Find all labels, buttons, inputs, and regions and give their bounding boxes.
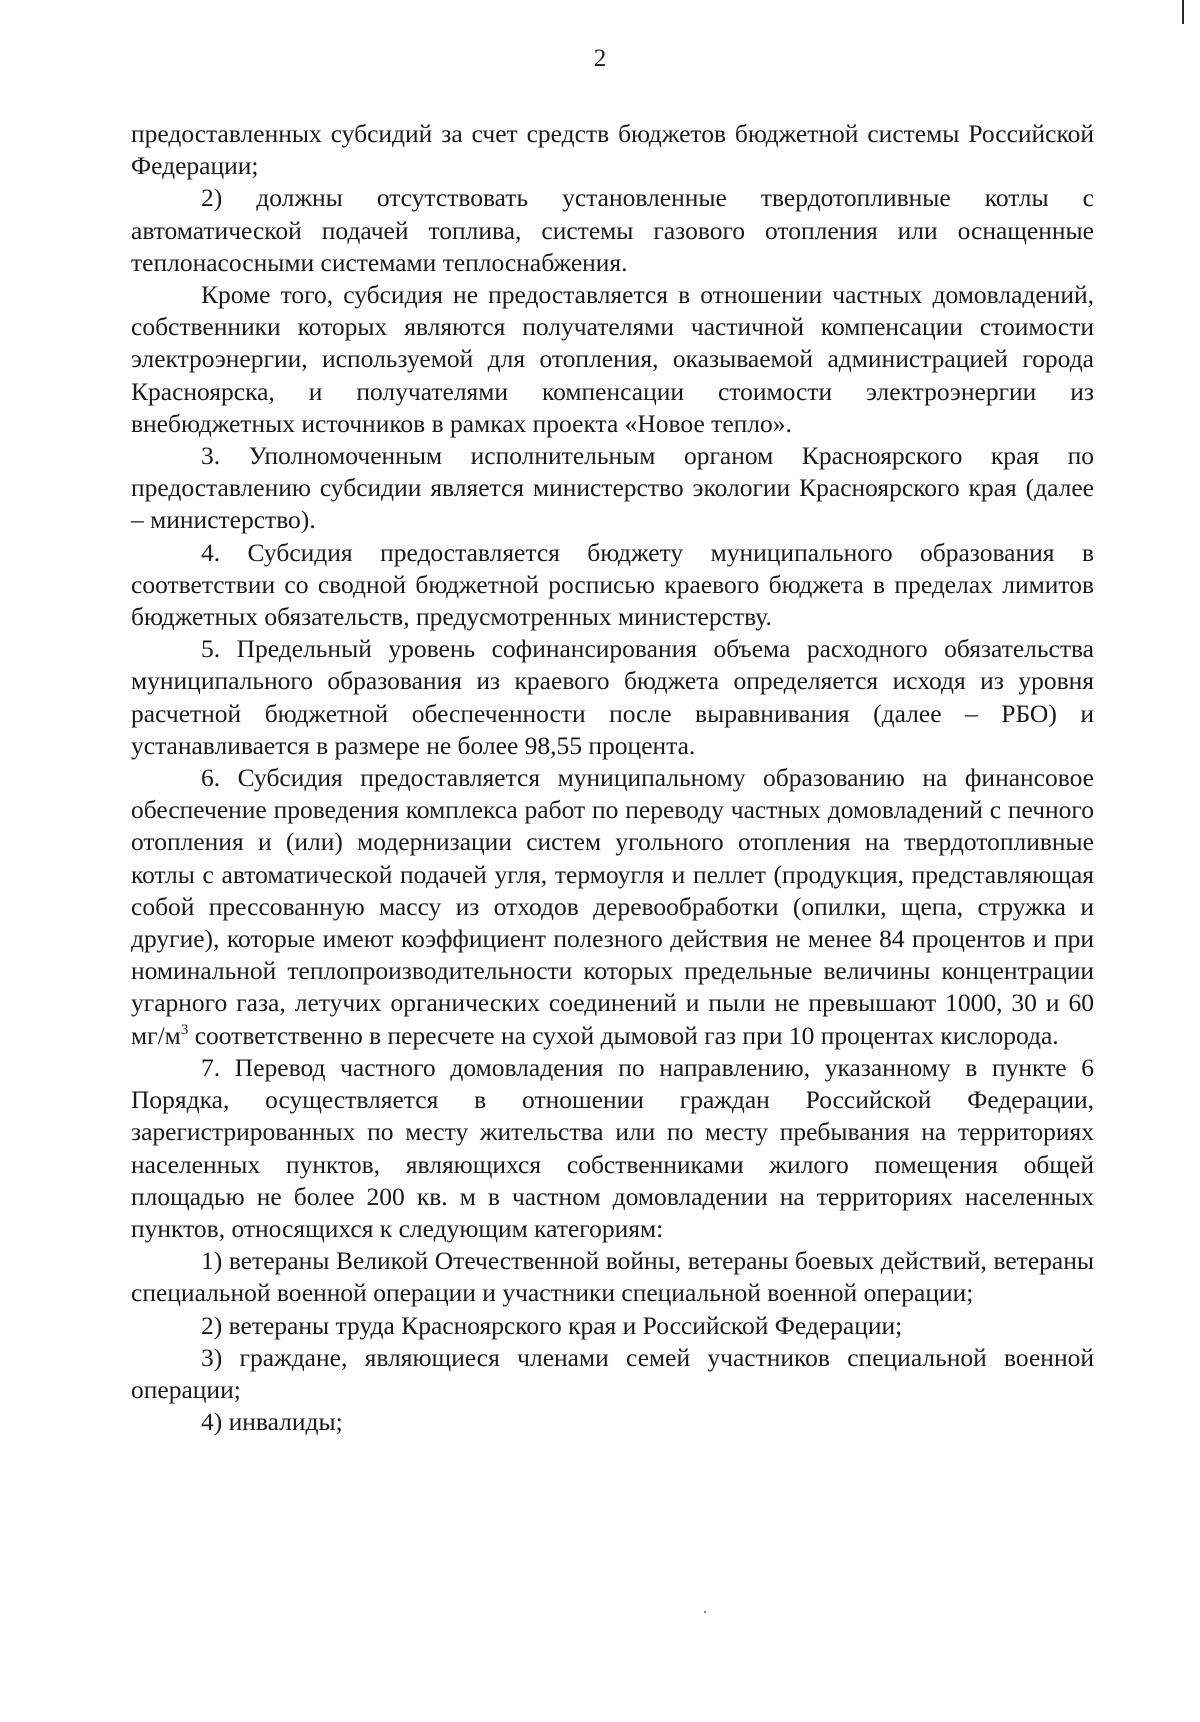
paragraph-2: 2) должны отсутствовать установленные твердотопливные котлы с автоматической подачей топлива, системы газового отопления или оснащенные теплонасосными системами теплоснабжения.	[131, 183, 1094, 277]
list-item-4: 4) инвалиды;	[201, 1407, 343, 1437]
list-item-1: 1) ветераны Великой Отечественной войны, ветераны боевых действий, ветераны специальной военной операции и участники специальной военной операции;	[131, 1246, 1094, 1308]
cubic-superscript: 3	[180, 1021, 189, 1038]
page-number: 2	[593, 45, 607, 72]
paragraph-8: 7. Перевод частного домовладения по направлению, указанному в пункте 6 Порядка, осуществляется в отношении граждан Российской Федерации, зарегистрированных по месту жительства или по месту пребывания на территориях населенных пунктов, являющихся собственниками жилого помещения общей площадью не более 200 кв. м в частном домовладении на территориях населенных пунктов, относящихся к следующим категориям:	[131, 1052, 1094, 1243]
paragraph-4: 3. Уполномоченным исполнительным органом Красноярского края по предоставлению субсидии является министерство экологии Красноярского края (далее – министерство).	[131, 441, 1094, 535]
scan-speck	[704, 1611, 706, 1613]
scan-edge-mark	[1182, 0, 1184, 24]
document-body	[131, 118, 1094, 1438]
paragraph-7-text: 6. Субсидия предоставляется муниципальному образованию на финансовое обеспечение проведения комплекса работ по переводу частных домовладений с печного отопления и (или) модернизации систем угольного отопления на твердотопливные котлы с автоматической подачей угля, термоугля и пеллет (продукция, представляющая собой прессованную массу из отходов деревообработки (опилки, щепа, стружка и другие), которые имеют коэффициент полезного действия не менее 84 процентов и при номинальной теплопроизводительности которых предельные величины концентрации угарного газа, летучих органических соединений и пыли не превышают 1000, 30 и 60 мг/м	[131, 763, 1094, 1050]
paragraph-7-text-after: соответственно в пересчете на сухой дымовой газ при 10 процентах кислорода.	[188, 1020, 1059, 1050]
paragraph-6: 5. Предельный уровень софинансирования объема расходного обязательства муниципального образования из краевого бюджета определяется исходя из уровня расчетной бюджетной обеспеченности после выравнивания (далее – РБО) и устанавливается в размере не более 98,55 процента.	[131, 634, 1094, 760]
list-item-3: 3) граждане, являющиеся членами семей участников специальной военной операции;	[131, 1342, 1094, 1404]
paragraph-7	[131, 762, 1094, 1052]
paragraph-3: Кроме того, субсидия не предоставляется в отношении частных домовладений, собственники которых являются получателями частичной компенсации стоимости электроэнергии, используемой для отопления, оказываемой администрацией города Красноярска, и получателями компенсации стоимости электроэнергии из внебюджетных источников в рамках проекта «Новое тепло».	[131, 280, 1094, 438]
paragraph-1: предоставленных субсидий за счет средств бюджетов бюджетной системы Российской Федерации;	[131, 119, 1094, 181]
paragraph-5: 4. Субсидия предоставляется бюджету муниципального образования в соответствии со сводной бюджетной росписью краевого бюджета в пределах лимитов бюджетных обязательств, предусмотренных министерству.	[131, 537, 1094, 632]
list-item-2: 2) ветераны труда Красноярского края и Российской Федерации;	[201, 1310, 903, 1340]
